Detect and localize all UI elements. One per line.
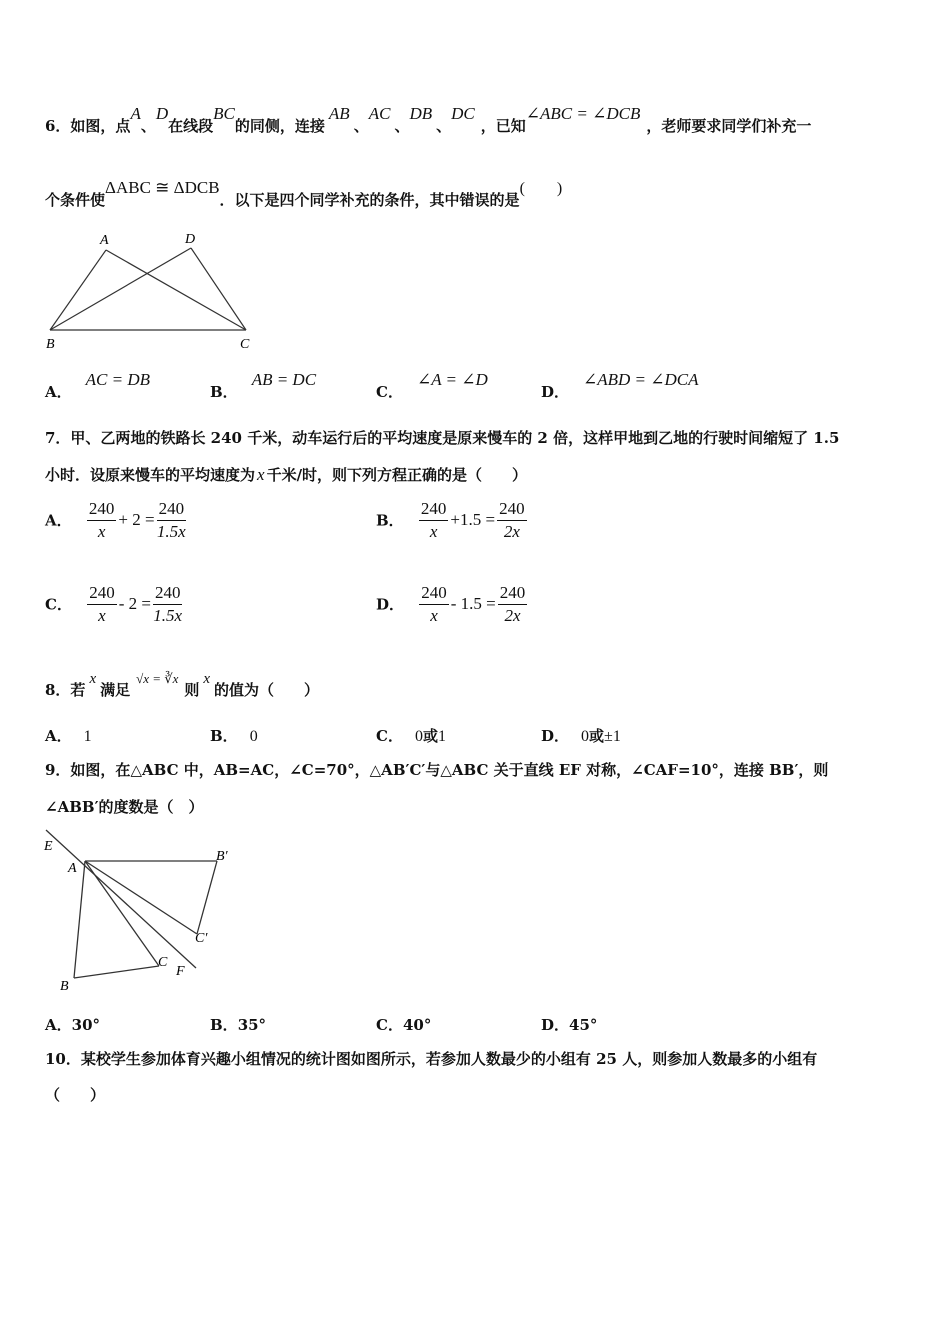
math-AB: AB <box>328 104 350 123</box>
fig6-label-C: C <box>240 337 250 352</box>
q6-option-c: C．∠A = ∠D <box>376 370 488 401</box>
q6-line2: 个条件使ΔABC ≅ ΔDCB．以下是四个同学补充的条件，其中错误的是( ) <box>45 178 563 209</box>
q8-option-a: A． 1 <box>45 727 92 745</box>
math-DB: DB <box>409 104 433 123</box>
fig9-label-C: C <box>158 955 168 970</box>
math-angle-condition: ∠ABC = ∠DCB <box>525 104 641 123</box>
q9-option-b: B．35° <box>210 1016 267 1034</box>
q6-option-a: A．AC = DB <box>45 370 150 401</box>
q9-line2: ∠ABB′的度数是（ ） <box>45 798 204 816</box>
q7-option-b: B． $\frac{240}{x}$ +1.5 = $\frac{240}{2x}$ <box>376 499 525 541</box>
math-BC: BC <box>213 104 235 123</box>
fig9-label-B1: B′ <box>216 849 228 864</box>
q8-option-c: C． 0或1 <box>376 727 446 745</box>
q7-option-a: A． $\frac{240}{x}$ + 2 = $\frac{240}{1.5x}$ <box>45 499 186 541</box>
q6-line1: 6．如图，点A、D在线段BC的同侧，连接AB、AC、DB、DC，已知∠ABC = ∠DCB，老师要求同学们补充一 <box>45 104 812 135</box>
fig9-label-A: A <box>68 861 77 876</box>
math-root-equation: √x = ∛x <box>136 671 179 686</box>
q6-figure <box>40 228 270 353</box>
fig6-label-D: D <box>185 232 196 247</box>
math-D: D <box>155 104 169 123</box>
q9-line1: 9．如图，在△ABC 中，AB=AC，∠C=70°，△AB′C′与△ABC 关于直线 EF 对称，∠CAF=10°，连接 BB′，则 <box>45 761 829 779</box>
math-A: A <box>130 104 141 123</box>
q8-stem: 8．若x满足√x = ∛x则x的值为（ ） <box>45 671 320 699</box>
fig6-label-A: A <box>100 233 109 248</box>
fig6-label-B: B <box>46 337 55 352</box>
math-DC: DC <box>451 104 475 123</box>
q8-option-b: B． 0 <box>210 727 258 745</box>
q9-option-a: A．30° <box>45 1016 101 1034</box>
math-AC: AC <box>368 104 391 123</box>
math-congruence: ΔABC ≅ ΔDCB <box>105 178 220 197</box>
fig9-label-F: F <box>176 964 185 979</box>
q9-figure <box>40 828 250 998</box>
q9-option-d: D．45° <box>541 1016 598 1034</box>
fig9-label-C1: C′ <box>195 931 208 946</box>
q6-option-d: D．∠ABD = ∠DCA <box>541 370 699 401</box>
q7-option-c: C． $\frac{240}{x}$ - 2 = $\frac{240}{1.5x}$ <box>45 583 183 625</box>
q10-line2: （ ） <box>45 1086 106 1104</box>
q10-line1: 10．某校学生参加体育兴趣小组情况的统计图如图所示，若参加人数最少的小组有 25 人，则参加人数最多的小组有 <box>45 1050 818 1068</box>
q6-option-b: B．AB = DC <box>210 370 317 401</box>
q7-line2: 小时．设原来慢车的平均速度为 x 千米/时，则下列方程正确的是（ ） <box>45 465 528 484</box>
fig9-label-E: E <box>44 839 53 854</box>
q9-option-c: C．40° <box>376 1016 432 1034</box>
answer-paren: ( ) <box>519 180 563 197</box>
q8-option-d: D． 0或±1 <box>541 727 621 745</box>
q7-line1: 7．甲、乙两地的铁路长 240 千米，动车运行后的平均速度是原来慢车的 2 倍，这样甲地到乙地的行驶时间缩短了 1.5 <box>45 429 840 447</box>
fig9-label-B: B <box>60 979 69 994</box>
q7-option-d: D． $\frac{240}{x}$ - 1.5 = $\frac{240}{2x}$ <box>376 583 526 625</box>
